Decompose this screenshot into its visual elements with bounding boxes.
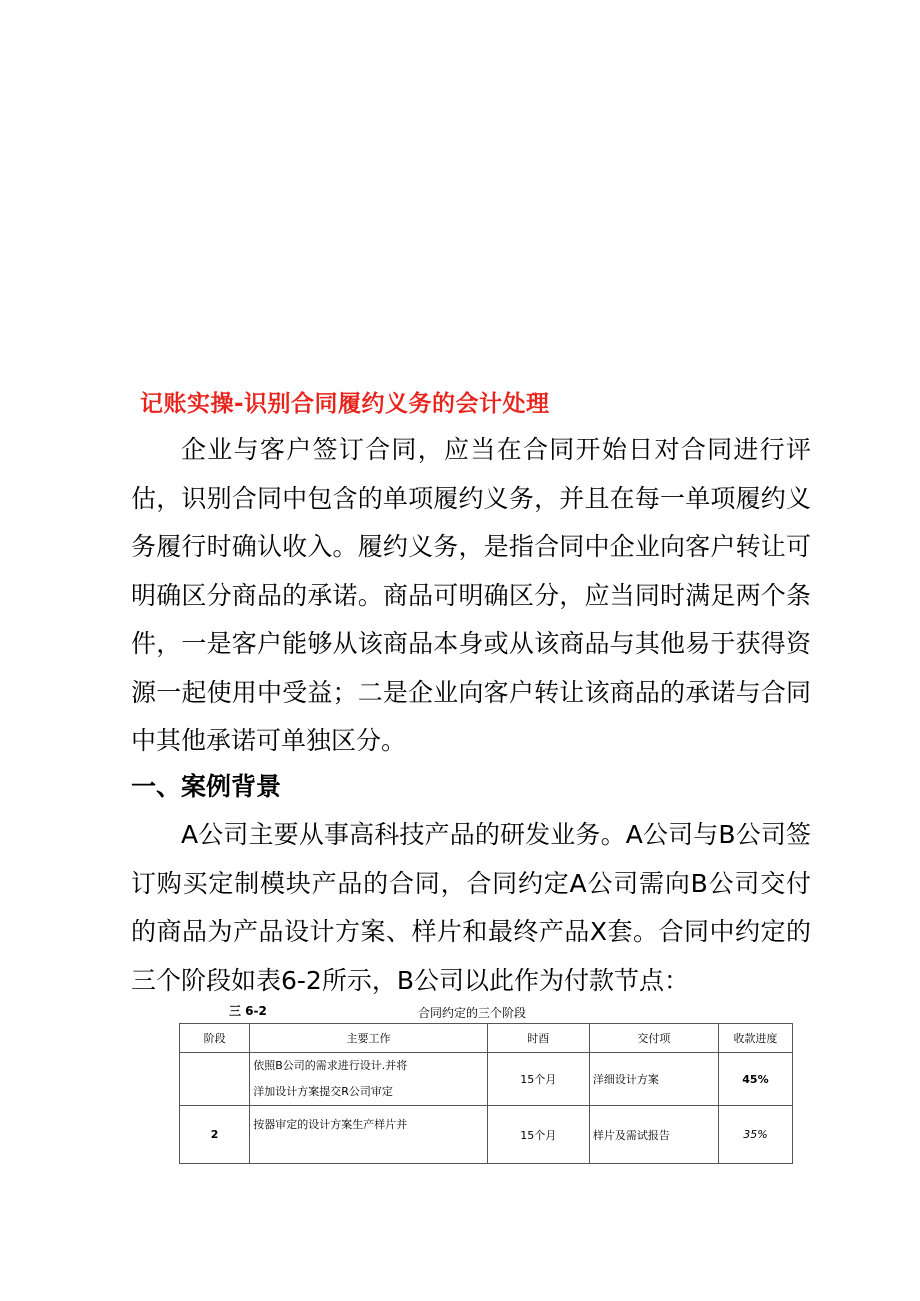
table-caption: 合同约定的三个阶段	[418, 1006, 527, 1020]
table-number: 三 6-2	[229, 1004, 267, 1018]
intro-paragraph: 企业与客户签订合同，应当在合同开始日对合同进行评估，识别合同中包含的单项履约义务，并且在每一单项履约义务履行时确认收入。履约义务，是指合同中企业向客户转让可明确区分商品的承诺。商品可明确区分，应当同时满足两个条件，一是客户能够从该商品本身或从该商品与其他易于获得资源一起使用中受益；二是企业向客户转让该商品的承诺与合同中其他承诺可单独区分。	[131, 435, 811, 755]
case-paragraph: A公司主要从事高科技产品的研发业务。A公司与B公司签订购买定制模块产品的合同，合同约定A公司需向B公司交付的商品为产品设计方案、样片和最终产品X套。合同中约定的三个阶段如表6-2所示，B公司以此作为付款节点：	[131, 820, 811, 995]
section-heading-case-background: 一、案例背景	[131, 772, 282, 801]
contract-stages-table	[179, 1023, 793, 1164]
cell-payment: 45%	[718, 1053, 792, 1106]
header-time: 时酉	[487, 1024, 589, 1053]
cell-stage: 2	[180, 1106, 250, 1164]
work-line: 按器审定的设计方案生产样片并	[253, 1118, 408, 1131]
cell-work	[250, 1053, 487, 1106]
header-payment: 收款进度	[718, 1024, 792, 1053]
work-line: 依照B公司的需求进行设计.并将	[253, 1059, 408, 1072]
cell-time: 15个月	[487, 1053, 589, 1106]
cell-time: 15个月	[487, 1106, 589, 1164]
table-row	[180, 1053, 793, 1106]
table-row	[180, 1106, 793, 1164]
document-title: 记账实操-识别合同履约义务的会计处理	[140, 391, 550, 417]
cell-stage	[180, 1053, 250, 1106]
cell-payment: 35%	[718, 1106, 792, 1164]
header-work: 主要工作	[250, 1024, 487, 1053]
header-stage: 阶段	[180, 1024, 250, 1053]
table-header-row	[180, 1024, 793, 1053]
work-line: 洋加设计方案提交R公司审定	[253, 1085, 393, 1098]
cell-deliverable: 样片及需试报告	[589, 1106, 718, 1164]
cell-deliverable: 洋细设计方案	[589, 1053, 718, 1106]
cell-work	[250, 1106, 487, 1164]
header-deliverable: 交付项	[589, 1024, 718, 1053]
